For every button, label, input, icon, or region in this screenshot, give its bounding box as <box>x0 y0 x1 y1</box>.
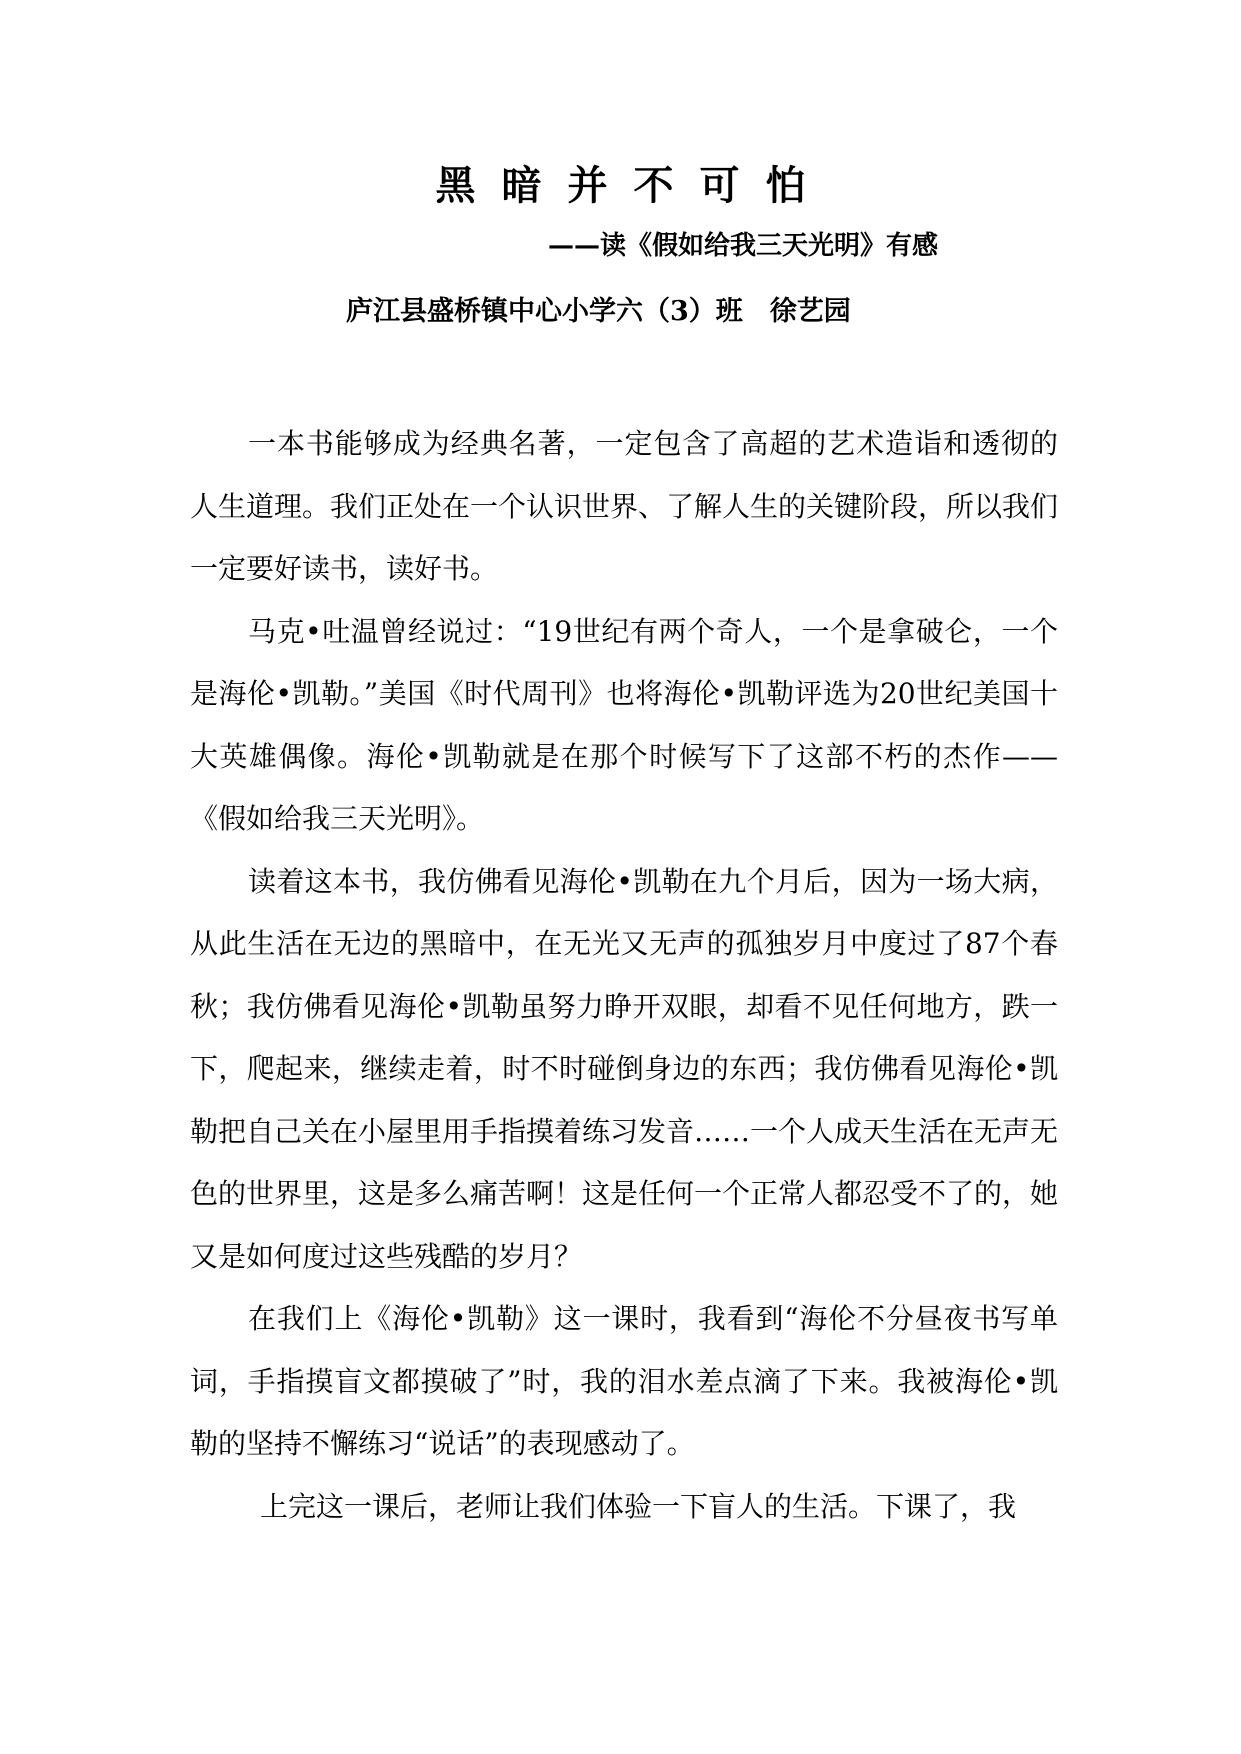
paragraph: 上完这一课后，老师让我们体验一下盲人的生活。下课了，我 <box>260 1489 1017 1523</box>
paragraph: 在我们上《海伦•凯勒》这一课时，我看到“海伦不分昼夜书写单词，手指摸盲文都摸破了”时，我的泪水差点滴了下来。我被海伦•凯勒的坚持不懈练习“说话”的表现感动了。 <box>190 1302 1058 1460</box>
essay-body <box>190 413 1058 1538</box>
paragraph: 读着这本书，我仿佛看见海伦•凯勒在九个月后，因为一场大病，从此生活在无边的黑暗中，在无光又无声的孤独岁月中度过了87个春秋；我仿佛看见海伦•凯勒虽努力睁开双眼，却看不见任何地方，跌一下，爬起来，继续走着，时不时碰倒身边的东西；我仿佛看见海伦•凯勒把自己关在小屋里用手指摸着练习发音……一个人成天生活在无声无色的世界里，这是多么痛苦啊！这是任何一个正常人都忍受不了的，她又是如何度过这些残酷的岁月？ <box>190 864 1059 1273</box>
author-byline: 庐江县盛桥镇中心小学六（3）班 徐艺园 <box>346 296 851 327</box>
essay-title: 黑暗并不可怕 <box>435 162 832 209</box>
essay-subtitle: ——读《假如给我三天光明》有感 <box>548 231 939 261</box>
paragraph: 一本书能够成为经典名著，一定包含了高超的艺术造诣和透彻的人生道理。我们正处在一个认识世界、了解人生的关键阶段，所以我们一定要好读书，读好书。 <box>190 427 1059 585</box>
paragraph: 马克•吐温曾经说过：“19世纪有两个奇人，一个是拿破仑，一个是海伦•凯勒。”美国《时代周刊》也将海伦•凯勒评选为20世纪美国十大英雄偶像。海伦•凯勒就是在那个时候写下了这部不朽的杰作——《假如给我三天光明》。 <box>190 614 1058 835</box>
